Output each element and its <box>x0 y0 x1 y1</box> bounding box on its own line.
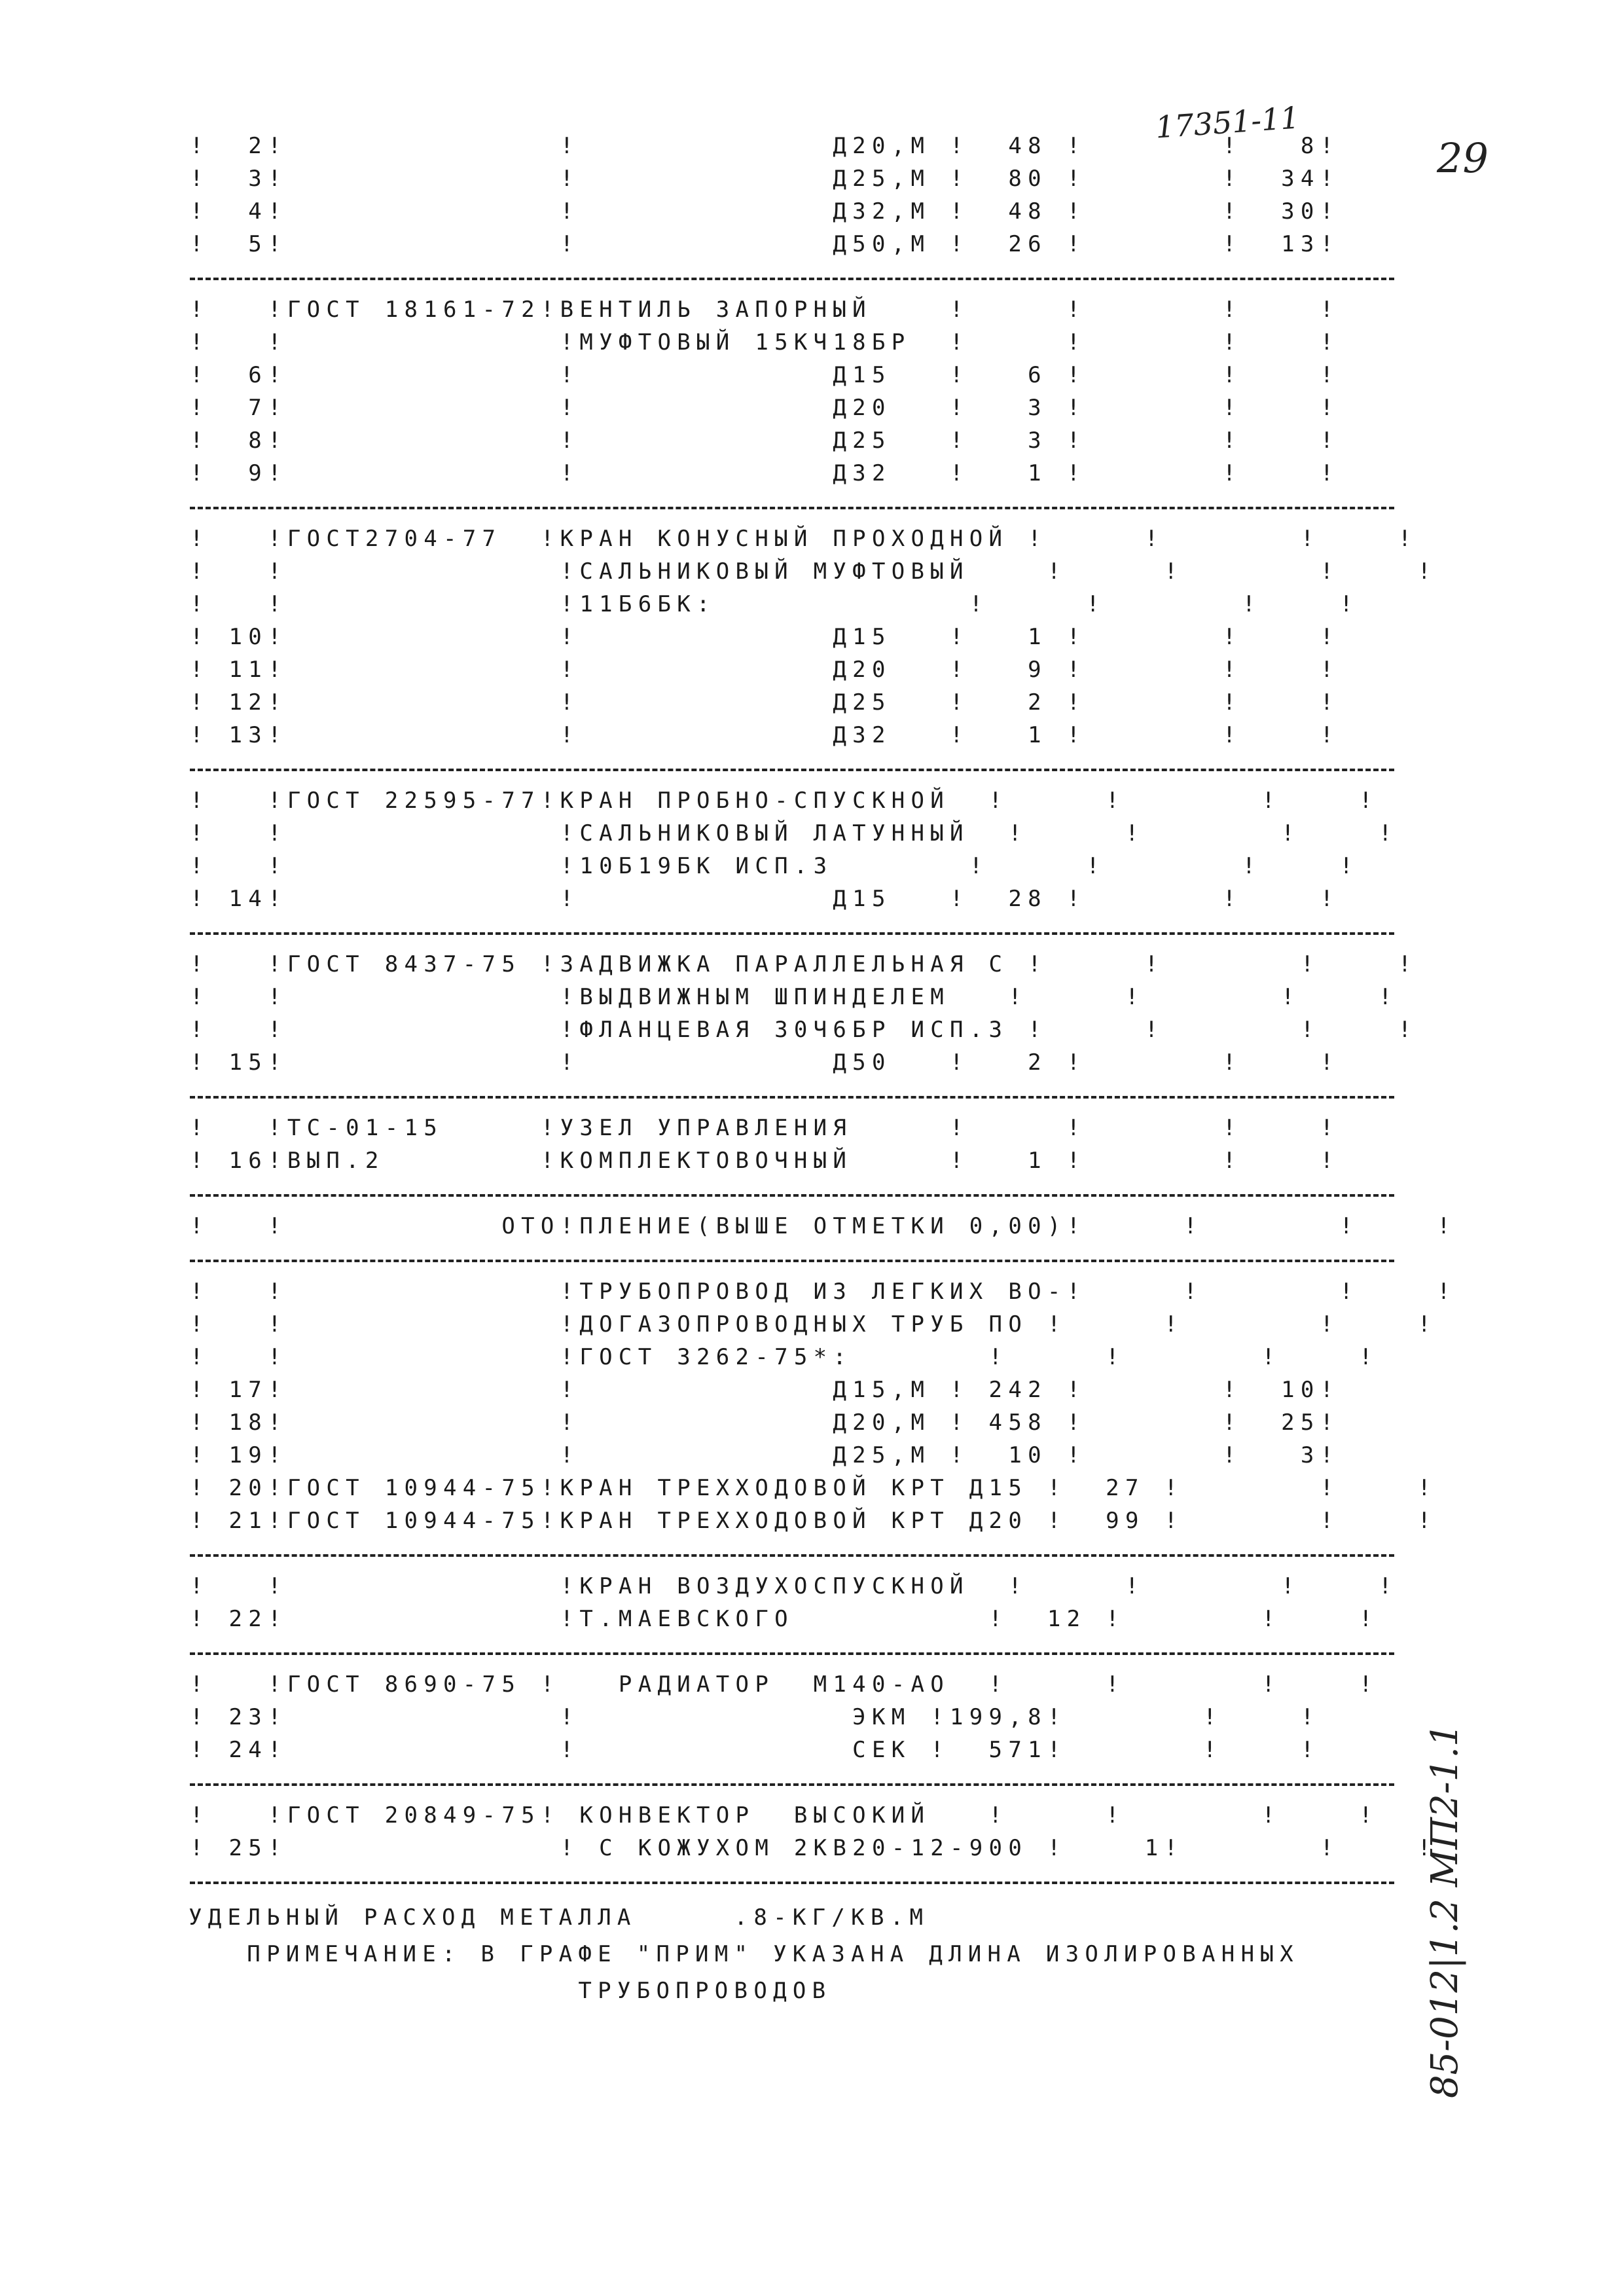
table-row: ! ! !САЛЬНИКОВЫЙ МУФТОВЫЙ ! ! ! ! <box>190 558 1437 585</box>
row-separator <box>190 1865 1394 1897</box>
row-separator <box>190 1243 1394 1275</box>
table-row: ! ! !ДОГАЗОПРОВОДНЫХ ТРУБ ПО ! ! ! ! <box>190 1311 1437 1337</box>
table-row: ! ! !КРАН ВОЗДУХОСПУСКНОЙ ! ! ! ! <box>190 1573 1398 1599</box>
table-row: ! 6! ! Д15 ! 6 ! ! ! <box>190 362 1340 388</box>
metal-consumption-line: УДЕЛЬНЫЙ РАСХОД МЕТАЛЛА .8-КГ/КВ.М <box>189 1904 929 1931</box>
row-separator <box>190 1766 1394 1799</box>
note-line: ПРИМЕЧАНИЕ: В ГРАФЕ "ПРИМ" УКАЗАНА ДЛИНА ИЗОЛИРОВАННЫХ <box>189 1941 1299 1967</box>
table-row: ! ! !ГОСТ 3262-75*: ! ! ! ! <box>190 1344 1379 1370</box>
table-row: ! !ГОСТ 18161-72!ВЕНТИЛЬ ЗАПОРНЫЙ ! ! ! ! <box>190 297 1340 323</box>
table-row: ! 17! ! Д15,М ! 242 ! ! 10! <box>190 1377 1340 1403</box>
table-row: ! 22! !Т.МАЕВСКОГО ! 12 ! ! ! <box>190 1606 1379 1632</box>
table-row: ! !ТС-01-15 !УЗЕЛ УПРАВЛЕНИЯ ! ! ! ! <box>190 1115 1340 1141</box>
table-row: ! !ГОСТ 8690-75 ! РАДИАТОР М140-АО ! ! ! ! <box>190 1671 1379 1698</box>
table-row: ! 9! ! Д32 ! 1 ! ! ! <box>190 460 1340 486</box>
row-separator <box>190 490 1394 522</box>
table-row: ! 20!ГОСТ 10944-75!КРАН ТРЕХХОДОВОЙ КРТ Д15 ! 27 ! ! ! <box>190 1475 1437 1501</box>
table-row: ! 5! ! Д50,М ! 26 ! ! 13! <box>190 231 1340 257</box>
table-row: ! ! !10Б19БК ИСП.3 ! ! ! ! <box>190 853 1360 879</box>
table-row: ! 10! ! Д15 ! 1 ! ! ! <box>190 624 1340 650</box>
table-row: ! ! !ТРУБОПРОВОД ИЗ ЛЕГКИХ ВО-! ! ! ! <box>190 1279 1457 1305</box>
table-row: ! 14! ! Д15 ! 28 ! ! ! <box>190 886 1340 912</box>
row-separator <box>190 1537 1394 1570</box>
table-row: ! 19! ! Д25,М ! 10 ! ! 3! <box>190 1442 1340 1468</box>
note-line: ТРУБОПРОВОДОВ <box>189 1978 832 2004</box>
table-row: ! !ГОСТ 22595-77!КРАН ПРОБНО-СПУСКНОЙ ! ! ! ! <box>190 788 1379 814</box>
table-row: ! !ГОСТ2704-77 !КРАН КОНУСНЫЙ ПРОХОДНОЙ ! ! ! ! <box>190 526 1418 552</box>
table-row: ! ! ОТО!ПЛЕНИЕ(ВЫШЕ ОТМЕТКИ 0,00)! ! ! ! <box>190 1213 1457 1239</box>
table-row: ! 4! ! Д32,М ! 48 ! ! 30! <box>190 198 1340 225</box>
table-row: ! 12! ! Д25 ! 2 ! ! ! <box>190 689 1340 716</box>
table-row: ! 24! ! СЕК ! 571! ! ! <box>190 1737 1320 1763</box>
table-row: ! !ГОСТ 8437-75 !ЗАДВИЖКА ПАРАЛЛЕЛЬНАЯ С ! ! ! ! <box>190 951 1418 977</box>
row-separator <box>190 261 1394 293</box>
table-row: ! 3! ! Д25,М ! 80 ! ! 34! <box>190 166 1340 192</box>
table-row: ! ! !САЛЬНИКОВЫЙ ЛАТУННЫЙ ! ! ! ! <box>190 820 1398 846</box>
row-separator <box>190 1079 1394 1112</box>
table-row: ! ! !11Б6БК: ! ! ! ! <box>190 591 1360 617</box>
row-separator <box>190 1635 1394 1668</box>
table-row: ! 21!ГОСТ 10944-75!КРАН ТРЕХХОДОВОЙ КРТ Д20 ! 99 ! ! ! <box>190 1508 1437 1534</box>
table-row: ! ! !ФЛАНЦЕВАЯ 30Ч6БР ИСП.3 ! ! ! ! <box>190 1017 1418 1043</box>
table-row: ! 15! ! Д50 ! 2 ! ! ! <box>190 1049 1340 1076</box>
table-row: ! 2! ! Д20,М ! 48 ! ! 8! <box>190 133 1340 159</box>
table-row: ! ! !ВЫДВИЖНЫМ ШПИНДЕЛЕМ ! ! ! ! <box>190 984 1398 1010</box>
table-row: ! 11! ! Д20 ! 9 ! ! ! <box>190 657 1340 683</box>
row-separator <box>190 1177 1394 1210</box>
table-row: ! 8! ! Д25 ! 3 ! ! ! <box>190 427 1340 454</box>
row-separator <box>190 752 1394 784</box>
row-separator <box>190 915 1394 948</box>
page-number-handwritten: 29 <box>1437 134 1489 182</box>
table-row: ! !ГОСТ 20849-75! КОНВЕКТОР ВЫСОКИЙ ! ! ! ! <box>190 1802 1379 1828</box>
table-row: ! 25! ! С КОЖУХОМ 2КВ20-12-900 ! 1! ! ! <box>190 1835 1437 1861</box>
document-number-handwritten: 17351-11 <box>1154 100 1301 145</box>
table-row: ! 18! ! Д20,М ! 458 ! ! 25! <box>190 1410 1340 1436</box>
table-row: ! 7! ! Д20 ! 3 ! ! ! <box>190 395 1340 421</box>
table-row: ! ! !МУФТОВЫЙ 15КЧ18БР ! ! ! ! <box>190 329 1340 355</box>
table-row: ! 16!ВЫП.2 !КОМПЛЕКТОВОЧНЫЙ ! 1 ! ! ! <box>190 1148 1340 1174</box>
side-document-code: 85-012|1.2 МП2-1.1 <box>1424 1723 1466 2098</box>
table-row: ! 13! ! Д32 ! 1 ! ! ! <box>190 722 1340 748</box>
table-row: ! 23! ! ЭКМ !199,8! ! ! <box>190 1704 1320 1730</box>
